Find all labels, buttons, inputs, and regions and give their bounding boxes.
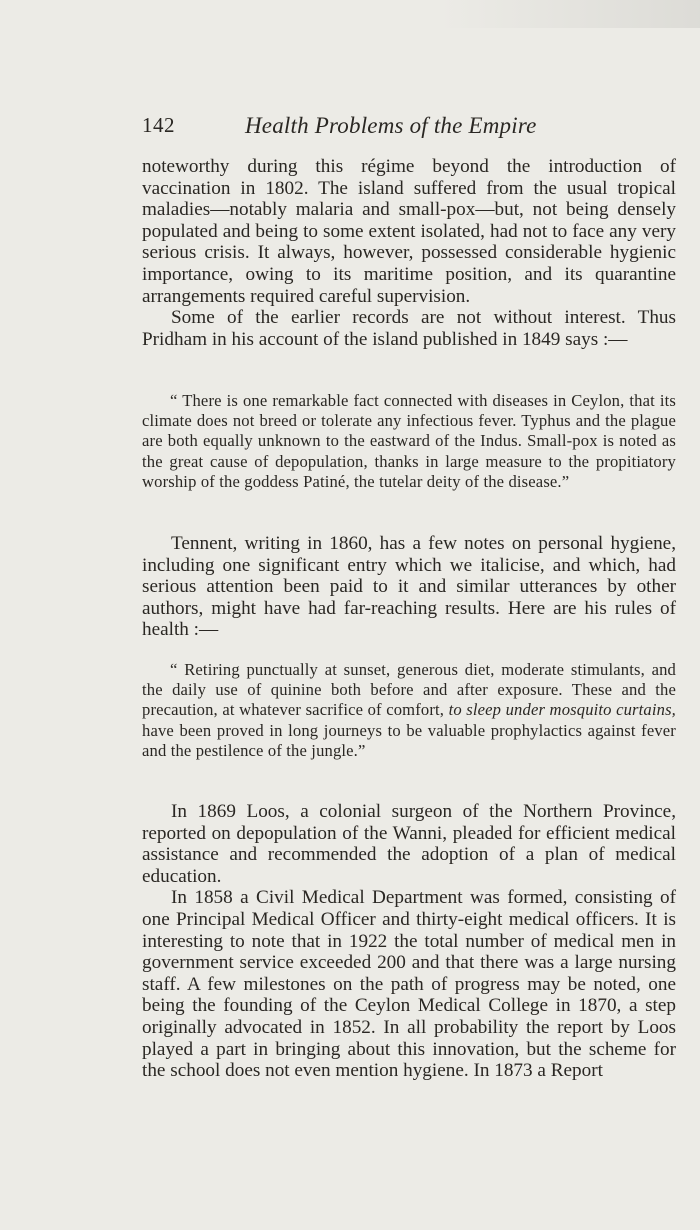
text-block-3 bbox=[142, 801, 676, 1082]
quotation-tennent-italic: to sleep under mosquito curtains, bbox=[448, 700, 676, 720]
quotation-tennent-part2: have been proved in long journeys to be valuable prophylactics against fever and the pestilence of the jungle.” bbox=[142, 720, 676, 760]
running-title: Health Problems of the Empire bbox=[245, 113, 537, 138]
page-edge-shadow bbox=[440, 0, 700, 28]
paragraph-tennent: Tennent, writing in 1860, has a few notes on personal hygiene, including one significant entry which we italicise, and which, had serious attention been paid to it and similar utterances by other authors, might have had far-reaching results. Here are his rules of health :— bbox=[142, 533, 676, 641]
quotation-tennent bbox=[142, 660, 676, 761]
page-header bbox=[142, 113, 678, 145]
paragraph-pridham-intro: Some of the earlier records are not without interest. Thus Pridham in his account of the island published in 1849 says :— bbox=[142, 307, 676, 350]
paragraph-loos: In 1869 Loos, a colonial surgeon of the Northern Province, reported on depopulation of the Wanni, pleaded for efficient medical assistance and recommended the adoption of a plan of medical education. bbox=[142, 801, 676, 887]
quotation-pridham bbox=[142, 391, 676, 492]
quotation-tennent-text bbox=[142, 660, 676, 761]
text-block-2 bbox=[142, 533, 676, 641]
paragraph-vaccination: noteworthy during this régime beyond the introduction of vaccination in 1802. The island suffered from the usual tropical maladies—notably malaria and small-pox—but, not being densely populated and being to some extent isolated, had not to face any very serious crisis. It always, however, possessed considerable hygienic importance, owing to its maritime position, and its quarantine arrangements required careful supervision. bbox=[142, 156, 676, 307]
quotation-tennent-part1: “ Retiring punctually at sunset, generous diet, moderate stimulants, and the daily use of quinine both before and after exposure. These and the precaution, at whatever sacrifice of comfort, bbox=[142, 660, 676, 720]
quotation-pridham-text: “ There is one remarkable fact connected with diseases in Ceylon, that its climate does not breed or tolerate any infectious fever. Typhus and the plague are both equally unknown to the eastward of the Indus. Small-pox is noted as the great cause of depopulation, thanks in large measure to the propitiatory worship of the goddess Patiné, the tutelar deity of the disease.” bbox=[142, 391, 676, 491]
text-block-1 bbox=[142, 156, 676, 350]
paragraph-medical-department: In 1858 a Civil Medical Department was formed, consisting of one Principal Medical Officer and thirty-eight medical officers. It is interesting to note that in 1922 the total number of medical men in government service exceeded 200 and that there was a large nursing staff. A few milestones on the path of progress may be noted, one being the founding of the Ceylon Medical College in 1870, a step originally advocated in 1852. In all probability the report by Loos played a part in bringing about this innovation, but the scheme for the school does not even mention hygiene. In 1873 a Report bbox=[142, 887, 676, 1082]
page-number: 142 bbox=[142, 113, 175, 137]
